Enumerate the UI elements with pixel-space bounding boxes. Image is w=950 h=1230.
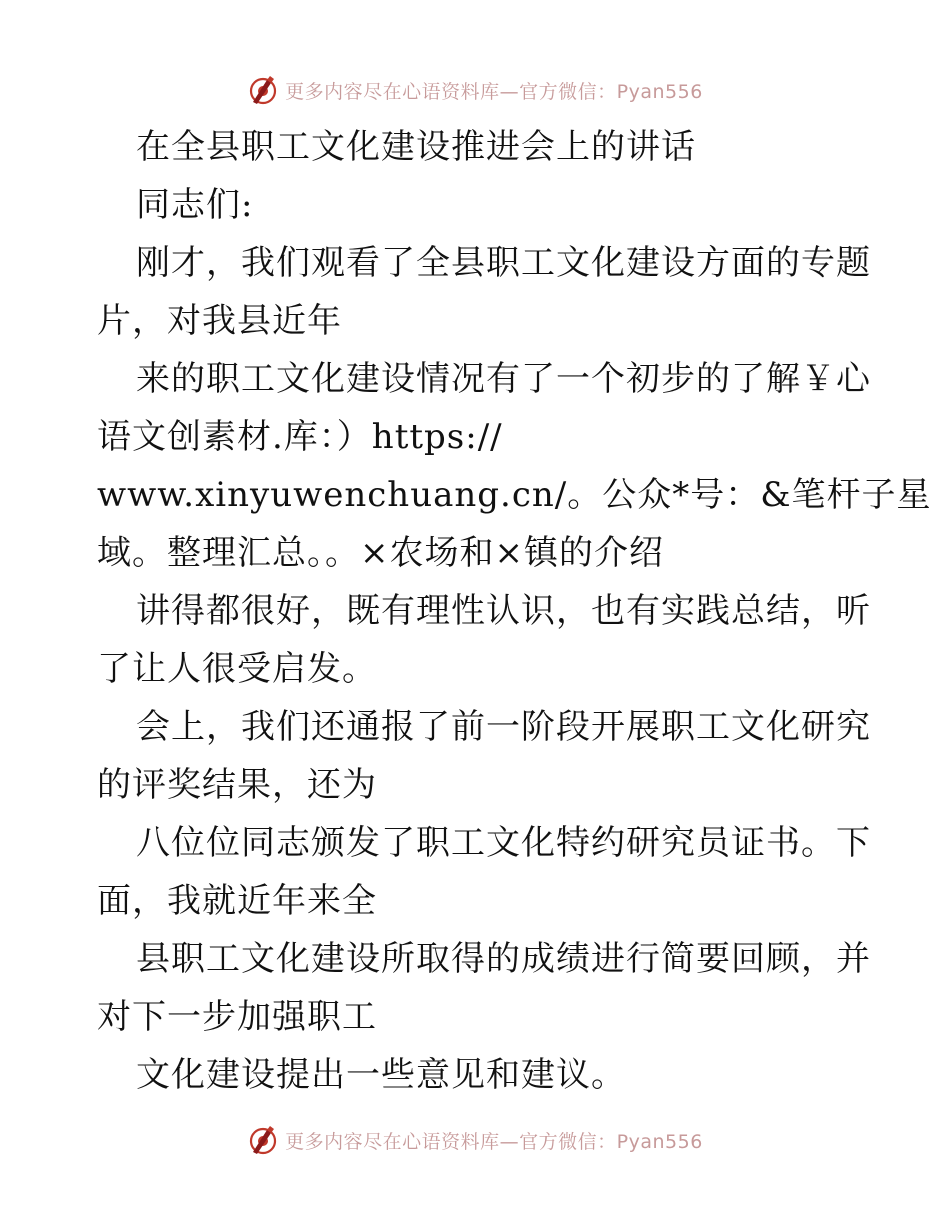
pen-logo-icon	[247, 74, 279, 106]
pen-logo-icon	[247, 1124, 279, 1156]
paragraph-line: 片，对我县近年	[97, 301, 342, 341]
paragraph-line: 域。整理汇总。。×农场和×镇的介绍	[97, 533, 664, 573]
footer-banner-text: 更多内容尽在心语资料库—官方微信：Pyan556	[285, 1130, 703, 1153]
paragraph-line: 讲得都很好，既有理性认识，也有实践总结，听	[136, 591, 871, 631]
paragraph-line: 的评奖结果，还为	[97, 765, 377, 805]
paragraph-line: 对下一步加强职工	[97, 997, 377, 1037]
document-title: 在全县职工文化建设推进会上的讲话	[136, 127, 696, 167]
paragraph-line: 刚才，我们观看了全县职工文化建设方面的专题	[136, 243, 871, 283]
paragraph-line: 县职工文化建设所取得的成绩进行简要回顾，并	[136, 939, 871, 979]
paragraph-line: 文化建设提出一些意见和建议。	[136, 1055, 626, 1095]
salutation: 同志们:	[136, 185, 254, 225]
paragraph-line: 了让人很受启发。	[97, 649, 377, 689]
paragraph-line: www.xinyuwenchuang.cn/。公众*号：&笔杆子星	[97, 475, 932, 515]
header-banner	[0, 70, 950, 110]
paragraph-line: 面，我就近年来全	[97, 881, 377, 921]
header-banner-text: 更多内容尽在心语资料库—官方微信：Pyan556	[285, 80, 703, 103]
paragraph-line: 会上，我们还通报了前一阶段开展职工文化研究	[136, 707, 871, 747]
paragraph-line: 八位位同志颁发了职工文化特约研究员证书。下	[136, 823, 871, 863]
footer-banner	[0, 1120, 950, 1160]
document-body	[97, 118, 932, 1104]
paragraph-line: 语文创素材.库：）https://	[97, 417, 503, 457]
paragraph-line: 来的职工文化建设情况有了一个初步的了解￥心	[136, 359, 871, 399]
